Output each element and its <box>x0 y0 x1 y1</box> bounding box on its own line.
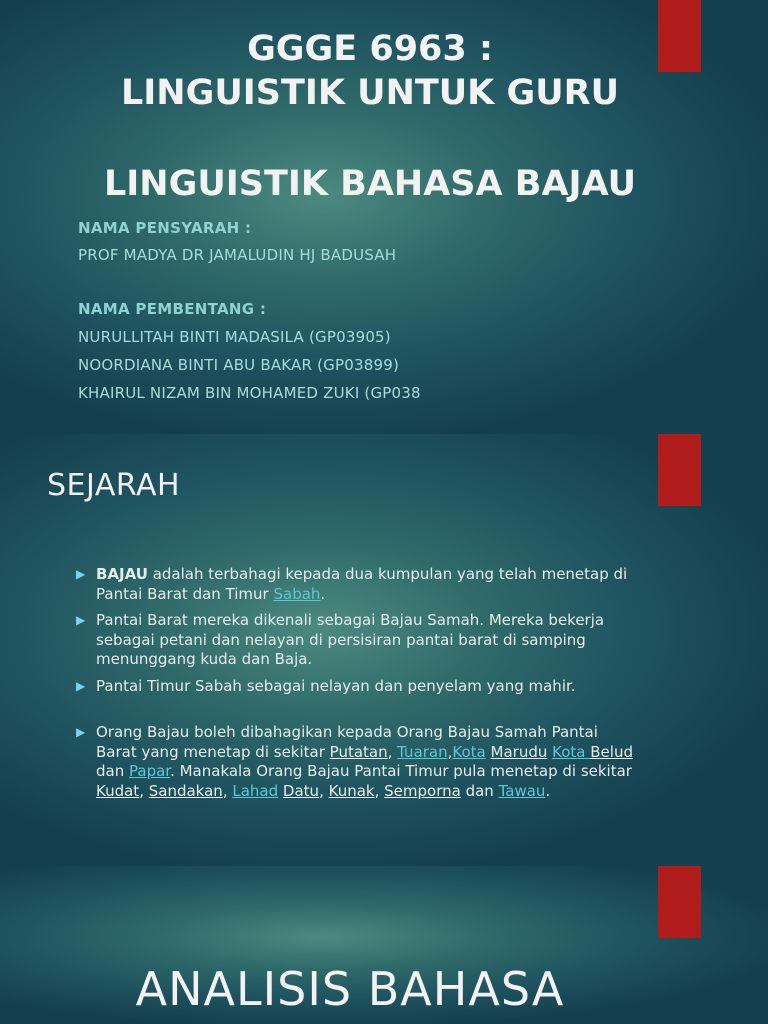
link-marudu[interactable]: Marudu <box>490 742 548 761</box>
lecturer-name: PROF MADYA DR JAMALUDIN HJ BADUSAH <box>78 246 397 264</box>
link-belud[interactable]: Belud <box>590 742 633 761</box>
bullet-item <box>76 677 636 697</box>
bullet-list <box>76 565 636 808</box>
link-kota[interactable]: Kota <box>452 742 486 761</box>
course-name: LINGUISTIK UNTUK GURU <box>120 73 620 113</box>
accent-bar <box>658 434 701 506</box>
section-heading: SEJARAH <box>47 468 181 503</box>
bold-term: BAJAU <box>96 565 148 583</box>
lecturer-label: NAMA PENSYARAH : <box>78 219 252 237</box>
slide-sejarah <box>0 434 768 866</box>
punct: , <box>447 742 453 761</box>
link-sandakan[interactable]: Sandakan <box>148 781 223 800</box>
slide-analisis <box>0 866 768 1024</box>
link-tuaran[interactable]: Tuaran <box>397 742 448 761</box>
bullet-item <box>76 611 636 670</box>
bullet-text: Orang Bajau boleh dibahagikan kepada Orang Bajau Samah Pantai Barat yang menetap di sekitar <box>96 723 598 761</box>
presenters-label: NAMA PEMBENTANG : <box>78 300 267 318</box>
bullet-arrow-icon: ▶ <box>76 725 86 739</box>
punct: , <box>387 742 398 761</box>
punct: , <box>374 781 380 800</box>
bullet-arrow-icon: ▶ <box>76 613 86 627</box>
bullet-item <box>76 565 636 604</box>
bullet-text: . <box>320 584 326 603</box>
punct: . <box>545 781 551 800</box>
bullet-arrow-icon: ▶ <box>76 567 86 581</box>
bullet-text: Pantai Timur Sabah sebagai nelayan dan penyelam yang mahir. <box>96 676 576 695</box>
bullet-text: dan <box>460 781 499 800</box>
bullet-item <box>76 723 636 801</box>
link-kudat[interactable]: Kudat <box>96 781 140 800</box>
punct: , <box>222 781 233 800</box>
course-code: GGGE 6963 : <box>247 29 493 69</box>
slide-title <box>0 0 768 434</box>
accent-bar <box>658 866 701 938</box>
link-papar[interactable]: Papar <box>129 762 171 780</box>
link-datu[interactable]: Datu <box>282 781 320 800</box>
bullet-text: adalah terbahagi kepada dua kumpulan yang telah menetap di Pantai Barat dan Timur <box>96 565 628 603</box>
bullet-arrow-icon: ▶ <box>76 678 86 693</box>
presentation-title: LINGUISTIK BAHASA BAJAU <box>103 164 637 204</box>
bullet-text: . Manakala Orang Bajau Pantai Timur pula menetap di sekitar <box>170 762 632 780</box>
punct: , <box>319 781 329 800</box>
link-semporna[interactable]: Semporna <box>384 781 461 800</box>
section-heading: ANALISIS BAHASA <box>135 962 565 1016</box>
presenter-3: KHAIRUL NIZAM BIN MOHAMED ZUKI (GP038 <box>78 384 421 402</box>
link-tawau[interactable]: Tawau <box>498 781 546 800</box>
presenter-1: NURULLITAH BINTI MADASILA (GP03905) <box>78 328 391 346</box>
link-putatan[interactable]: Putatan <box>329 742 388 761</box>
presenter-2: NOORDIANA BINTI ABU BAKAR (GP03899) <box>78 356 399 374</box>
punct: , <box>139 781 149 800</box>
link-kunak[interactable]: Kunak <box>328 781 375 800</box>
bullet-text: Pantai Barat mereka dikenali sebagai Bajau Samah. Mereka bekerja sebagai petani dan nelayan di persisiran pantai barat di samping menunggang kuda dan Baja. <box>96 611 605 668</box>
link-kota-belud[interactable]: Kota <box>552 742 591 761</box>
bullet-text: dan <box>96 762 129 780</box>
link-sabah[interactable]: Sabah <box>273 584 321 603</box>
link-lahad[interactable]: Lahad <box>232 781 279 800</box>
